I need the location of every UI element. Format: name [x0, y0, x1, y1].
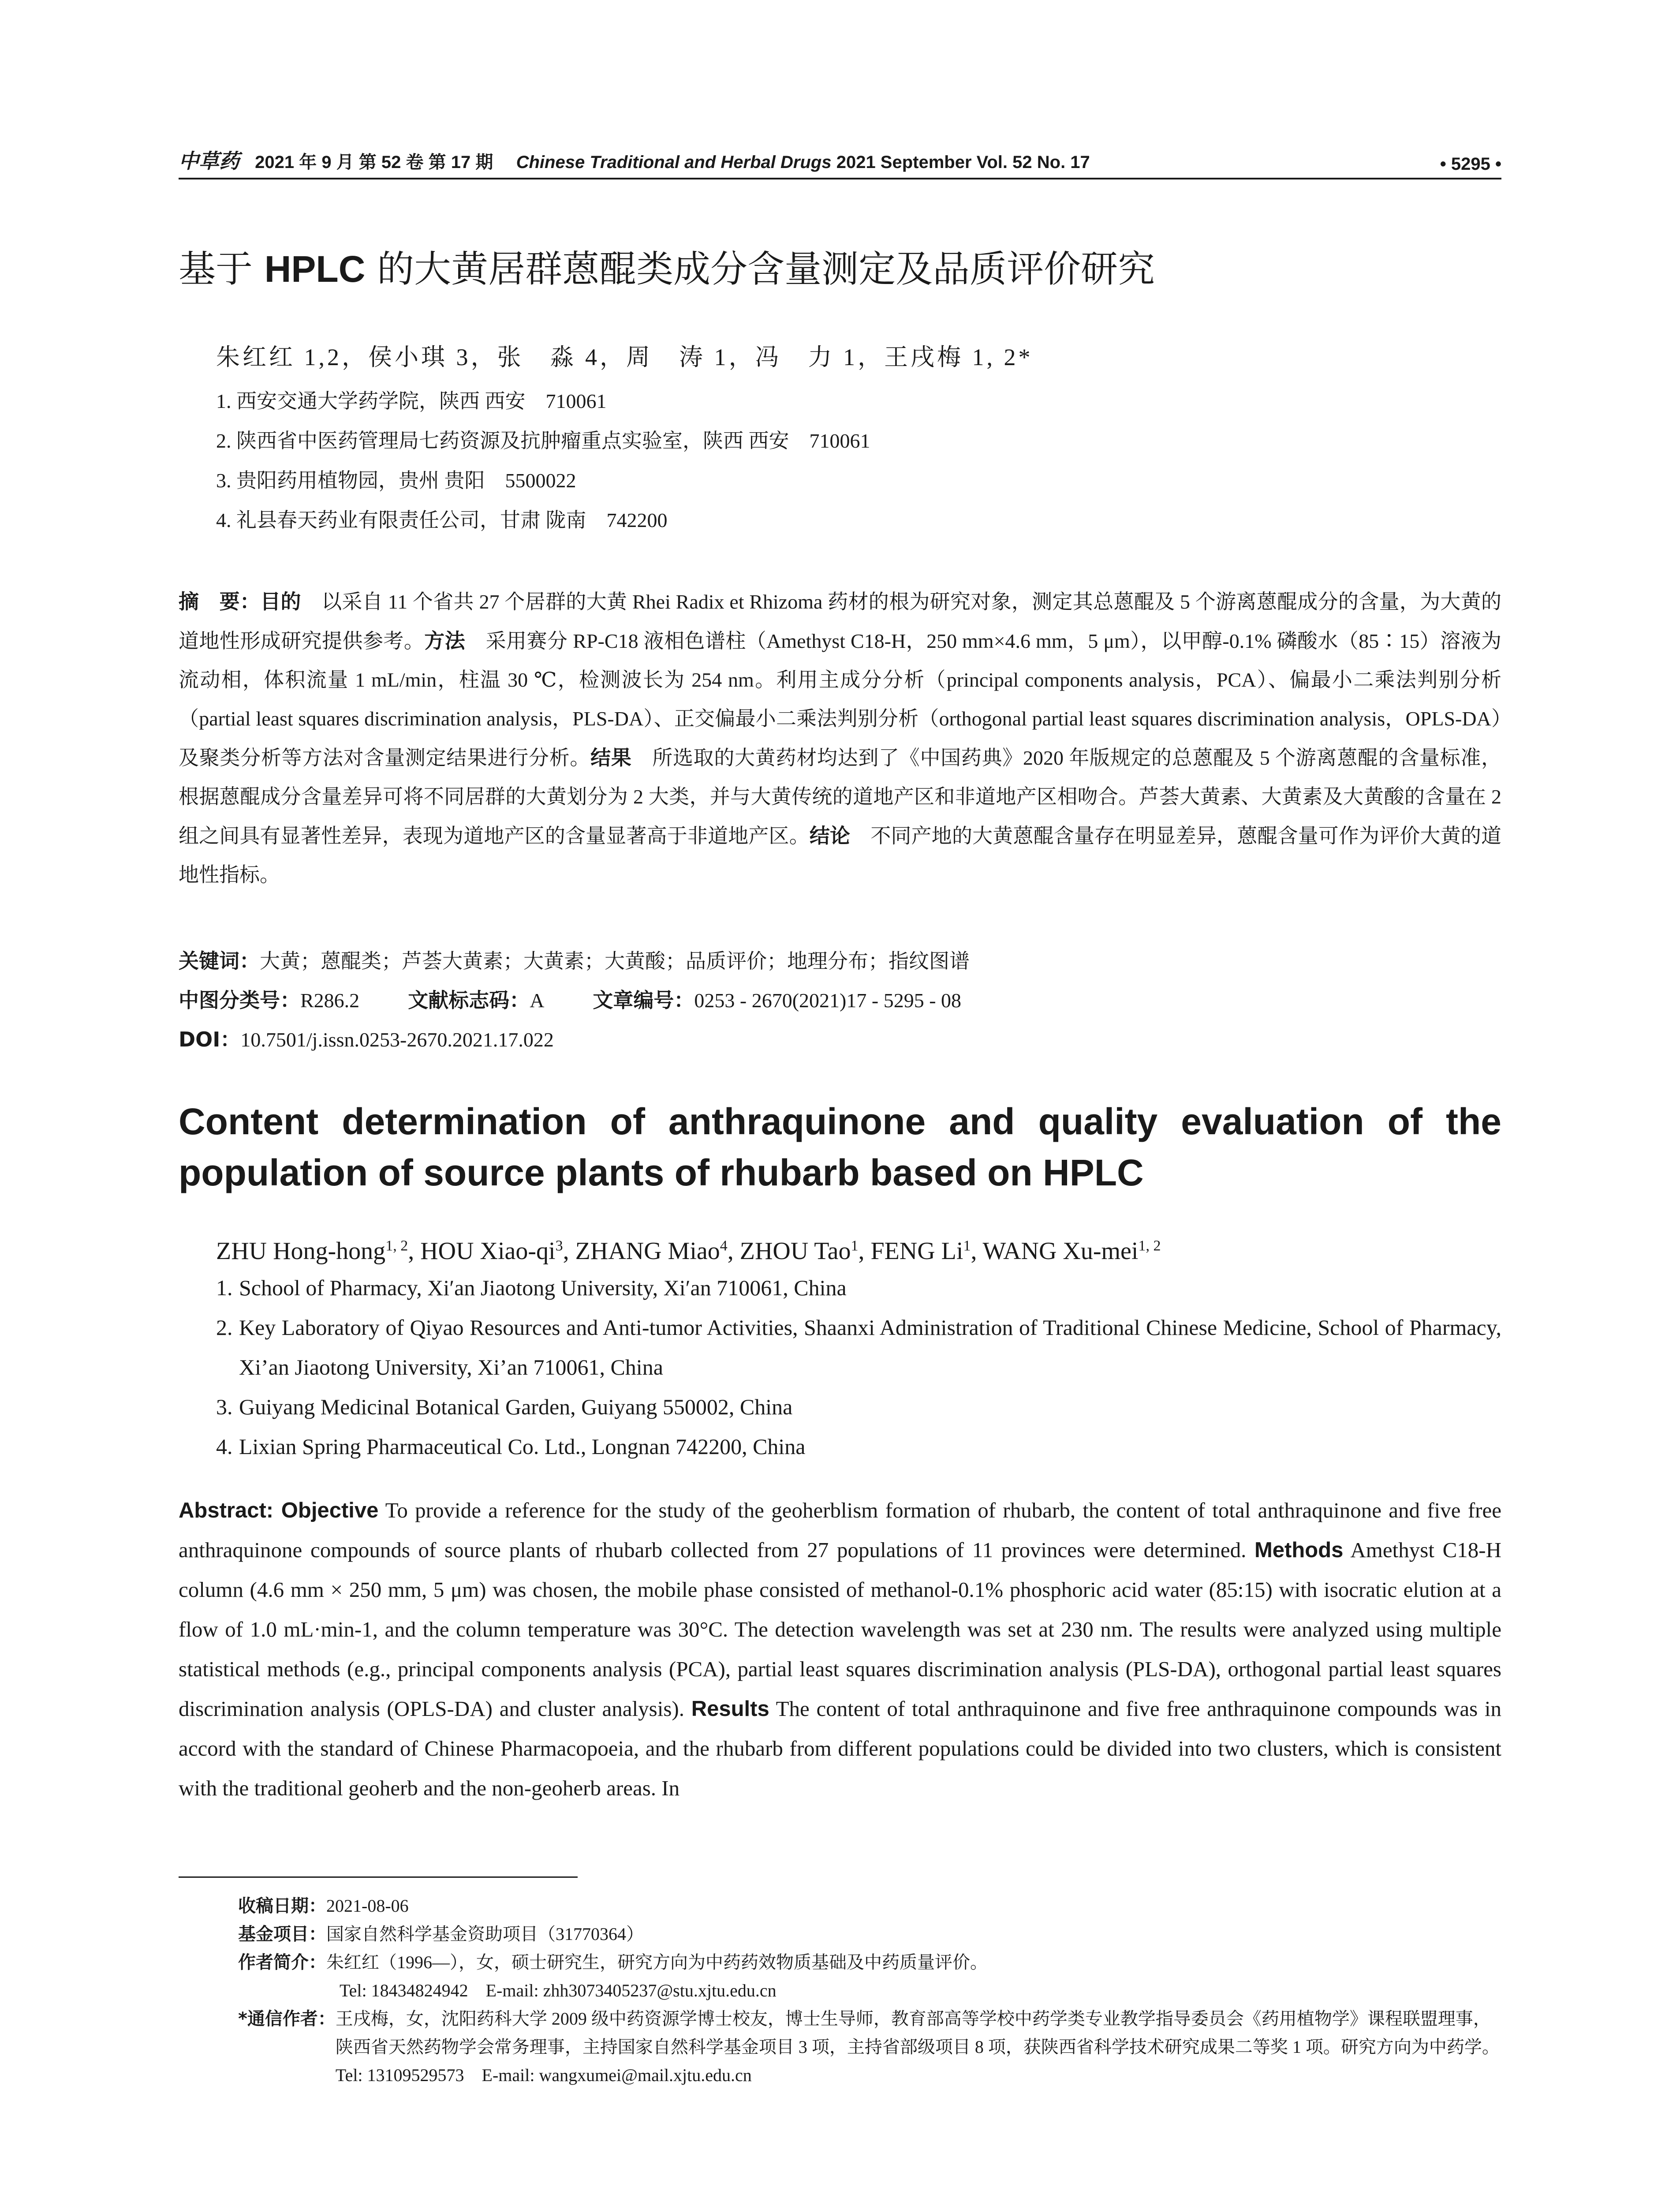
- author-en: ZHU Hong-hong$^{1, 2}$,: [216, 1237, 421, 1265]
- title-cn-pre: 基于: [179, 247, 265, 291]
- article-meta-cn: [179, 942, 1501, 1059]
- author-bio-note: 作者简介： 朱红红（1996—），女，硕士研究生，研究方向为中药药效物质基础及中药质量评价。: [238, 1952, 988, 1973]
- journal-name-en: Chinese Traditional and Herbal Drugs: [516, 153, 832, 172]
- affiliation-en: 4. Lixian Spring Pharmaceutical Co. Ltd., Longnan 742200, China: [216, 1434, 806, 1459]
- issue-cn: 2021 年 9 月 第 52 卷 第 17 期: [255, 153, 493, 172]
- results-text-en: The content of total anthraquinone and five free anthraquinone compounds was in accord with the standard of Chinese Pharmacopoeia, and the rhubarb from different populations could be divided into two clusters, which is consistent with the traditional geoherb and the non-geoherb areas. In: [179, 1697, 1501, 1800]
- abstract-cn: [179, 582, 1501, 894]
- conclusion-text-cn: 不同产地的大黄蒽醌含量存在明显差异，蒽醌含量可作为评价大黄的道地性指标。: [179, 825, 1501, 886]
- doccode-label: 文献标志码：: [408, 988, 530, 1012]
- title-cn-post: 的大黄居群蒽醌类成分含量测定及品质评价研究: [365, 247, 1155, 291]
- title-en: [179, 1096, 1501, 1198]
- objective-text-cn: 以采自 11 个省共 27 个居群的大黄 Rhei Radix et Rhizoma 药材的根为研究对象，测定其总蒽醌及 5 个游离蒽醌成分的含量，为大黄的道地性形成研究提供参考。: [179, 590, 1502, 652]
- title-cn: [179, 245, 1155, 293]
- author-en: ZHOU Tao$^1$,: [739, 1237, 871, 1265]
- affiliation-cn: 2. 陕西省中医药管理局七药资源及抗肿瘤重点实验室，陕西 西安 710061: [216, 430, 870, 452]
- doi-label: DOI：: [179, 1028, 241, 1051]
- author-en: ZHANG Miao$^4$,: [575, 1237, 740, 1265]
- keywords-label: 关键词：: [179, 949, 260, 973]
- affiliations-cn: [216, 381, 870, 540]
- journal-logo: 中草药: [179, 149, 239, 173]
- keywords-row: [179, 942, 1501, 981]
- affiliation-en: 3. Guiyang Medicinal Botanical Garden, Guiyang 550002, China: [216, 1394, 793, 1419]
- author-en: FENG Li$^1$,: [870, 1237, 983, 1265]
- running-header: [179, 143, 1501, 174]
- authors-cn: 朱红红 1,2，侯小琪 3，张 淼 4，周 涛 1，冯 力 1，王戌梅 1, 2*: [216, 344, 1033, 370]
- journal-info: [179, 145, 1090, 174]
- methods-text-cn: 采用赛分 RP-C18 液相色谱柱（Amethyst C18-H，250 mm×4.6 mm，5 μm），以甲醇-0.1% 磷酸水（85∶15）溶液为流动相，体积流量 1 mL/min，柱温 30 ℃，检测波长为 254 nm。利用主成分分析（principal components analysis，PCA）、偏最小二乘法判别分析（partial least squares discrimination analysis，PLS-DA）、正交偏最小二乘法判别分析（orthogonal partial least squares discrimination analysis，OPLS-DA）及聚类分析等方法对含量测定结果进行分析。: [179, 630, 1502, 769]
- header-rule: [179, 178, 1501, 179]
- title-cn-latin: HPLC: [264, 248, 366, 290]
- authors-en: [216, 1228, 1161, 1269]
- results-label-en: Results: [691, 1697, 769, 1721]
- footnote-rule: [179, 1876, 578, 1878]
- methods-text-en: Amethyst C18-H column (4.6 mm × 250 mm, 5 μm) was chosen, the mobile phase consisted of methanol-0.1% phosphoric acid water (85:15) with isocratic elution at a flow of 1.0 mL·min-1, and the column temperature was 30°C. The detection wavelength was set at 230 nm. The results were analyzed using multiple statistical methods (e.g., principal components analysis (PCA), partial least squares discrimination analysis (PLS-DA), orthogonal partial least squares discrimination analysis (OPLS-DA) and cluster analysis).: [179, 1538, 1501, 1721]
- author-en: WANG Xu-mei$^{1, 2}$: [982, 1237, 1161, 1265]
- page-number: • 5295 •: [1440, 154, 1501, 174]
- abstract-en: [179, 1491, 1501, 1808]
- footnotes: [238, 1892, 1508, 2089]
- received-date-note: 收稿日期： 2021-08-06: [238, 1896, 409, 1916]
- conclusion-label-cn: 结论: [809, 824, 851, 848]
- article-no-label: 文章编号：: [593, 988, 694, 1012]
- issue-en: 2021 September Vol. 52 No. 17: [836, 153, 1090, 172]
- article-no-value: 0253 - 2670(2021)17 - 5295 - 08: [694, 989, 962, 1012]
- author-contact-note: Tel: 18434824942 E-mail: zhh3073405237@stu.xjtu.edu.cn: [340, 1981, 777, 2000]
- methods-label-en: Methods: [1254, 1538, 1344, 1562]
- affiliation-en: 2. Key Laboratory of Qiyao Resources and Anti-tumor Activities, Shaanxi Administration of Traditional Chinese Medicine, School of Pharmacy, Xi’an Jiaotong University, Xi’an 710061, China: [216, 1315, 1501, 1379]
- abstract-label-en: Abstract: Objective: [179, 1499, 379, 1522]
- clc-label: 中图分类号：: [179, 988, 300, 1012]
- objective-text-en: To provide a reference for the study of the geoherblism formation of rhubarb, the content of total anthraquinone and five free anthraquinone compounds of source plants of rhubarb collected from 27 populations of 11 provinces were determined.: [179, 1498, 1501, 1562]
- doi-row: [179, 1020, 1501, 1059]
- affiliations-en: [216, 1268, 1501, 1466]
- author-en: HOU Xiao-$qi^3$,: [420, 1237, 575, 1265]
- doi-link[interactable]: 10.7501/j.issn.0253-2670.2021.17.022: [240, 1028, 554, 1051]
- affiliation-cn: 3. 贵阳药用植物园，贵州 贵阳 5500022: [216, 469, 576, 492]
- affiliation-cn: 1. 西安交通大学药学院，陕西 西安 710061: [216, 390, 607, 412]
- title-en-line1: Content determination of anthraquinone and quality evaluation of the: [179, 1101, 1501, 1142]
- keywords-text: 大黄；蒽醌类；芦荟大黄素；大黄素；大黄酸；品质评价；地理分布；指纹图谱: [260, 950, 970, 972]
- methods-label-cn: 方法: [424, 629, 466, 653]
- results-text-cn: 所选取的大黄药材均达到了《中国药典》2020 年版规定的总蒽醌及 5 个游离蒽醌的含量标准，根据蒽醌成分含量差异可将不同居群的大黄划分为 2 大类，并与大黄传统的道地产区和非道地产区相吻合。芦荟大黄素、大黄素及大黄酸的含量在 2 组之间具有显著性差异，表现为道地产区的含量显著高于非道地产区。: [179, 747, 1502, 847]
- doccode-value: A: [530, 989, 545, 1012]
- corresponding-author-note: *通信作者： 王戌梅，女，沈阳药科大学 2009 级中药资源学博士校友，博士生导师，教育部高等学校中药学类专业教学指导委员会《药用植物学》课程联盟理事，陕西省天然药物学会常务理事，主持国家自然科学基金项目 3 项，主持省部级项目 8 项，获陕西省科学技术研究成果二等奖 1 项。研究方向为中药学。Tel: 13109529573 E-mail: wangxumei@mail.xjtu.edu.cn: [238, 2009, 1500, 2085]
- affiliation-en: 1. School of Pharmacy, Xi′an Jiaotong University, Xi′an 710061, China: [216, 1275, 847, 1300]
- objective-label-cn: 目的: [260, 590, 301, 613]
- classification-row: [179, 981, 1501, 1020]
- title-en-line2: population of source plants of rhubarb based on HPLC: [179, 1152, 1144, 1193]
- fund-note: 基金项目： 国家自然科学基金资助项目（31770364）: [238, 1924, 644, 1944]
- clc-value: R286.2: [300, 989, 360, 1012]
- affiliation-cn: 4. 礼县春天药业有限责任公司，甘肃 陇南 742200: [216, 509, 668, 531]
- results-label-cn: 结果: [590, 746, 632, 770]
- abstract-label-cn: 摘 要：: [179, 590, 261, 613]
